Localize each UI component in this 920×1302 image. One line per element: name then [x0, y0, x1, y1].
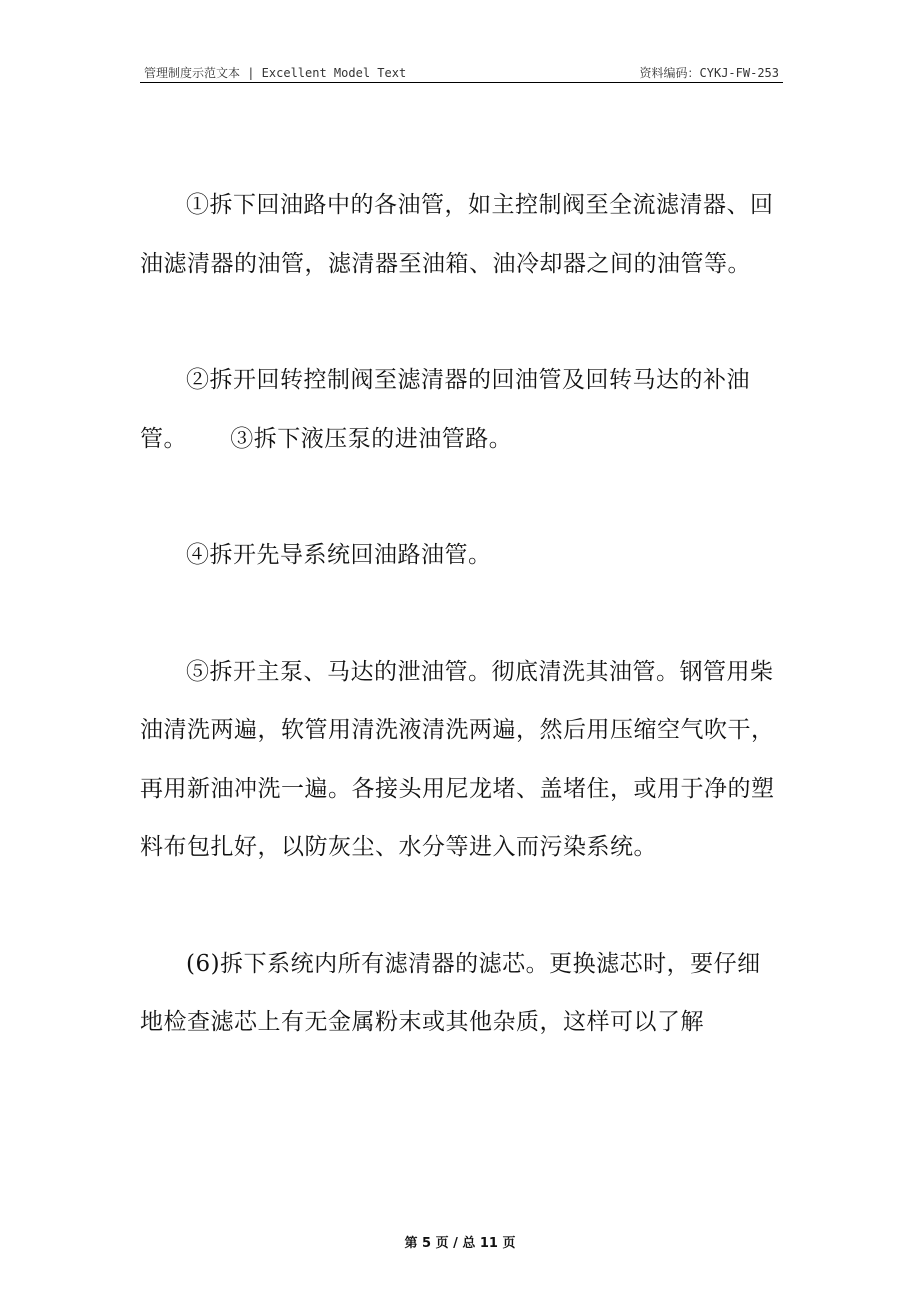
- document-body: [140, 176, 780, 1052]
- page-number: 第 5 页 / 总 11 页: [404, 1236, 516, 1251]
- page-header: [140, 62, 783, 83]
- paragraph-4: ⑤拆开主泵、马达的泄油管。彻底清洗其油管。钢管用柴油清洗两遍，软管用清洗液清洗两遍，然后用压缩空气吹干，再用新油冲洗一遍。各接头用尼龙堵、盖堵住，或用于净的塑料布包扎好，以防灰尘、水分等进入而污染系统。: [140, 658, 775, 860]
- paragraph-2: ②拆开回转控制阀至滤清器的回油管及回转马达的补油管。 ③拆下液压泵的进油管路。: [140, 367, 750, 452]
- paragraph-1: ①拆下回油路中的各油管，如主控制阀至全流滤清器、回油滤清器的油管，滤清器至油箱、油冷却器之间的油管等。: [140, 192, 774, 277]
- header-title: 管理制度示范文本 | Excellent Model Text: [144, 66, 407, 80]
- paragraph-3: ④拆开先导系统回油路油管。: [186, 542, 492, 568]
- paragraph-5: (6)拆下系统内所有滤清器的滤芯。更换滤芯时，要仔细地检查滤芯上有无金属粉末或其他杂质，这样可以了解: [140, 950, 761, 1035]
- document-code: 资料编码：CYKJ-FW-253: [639, 66, 779, 80]
